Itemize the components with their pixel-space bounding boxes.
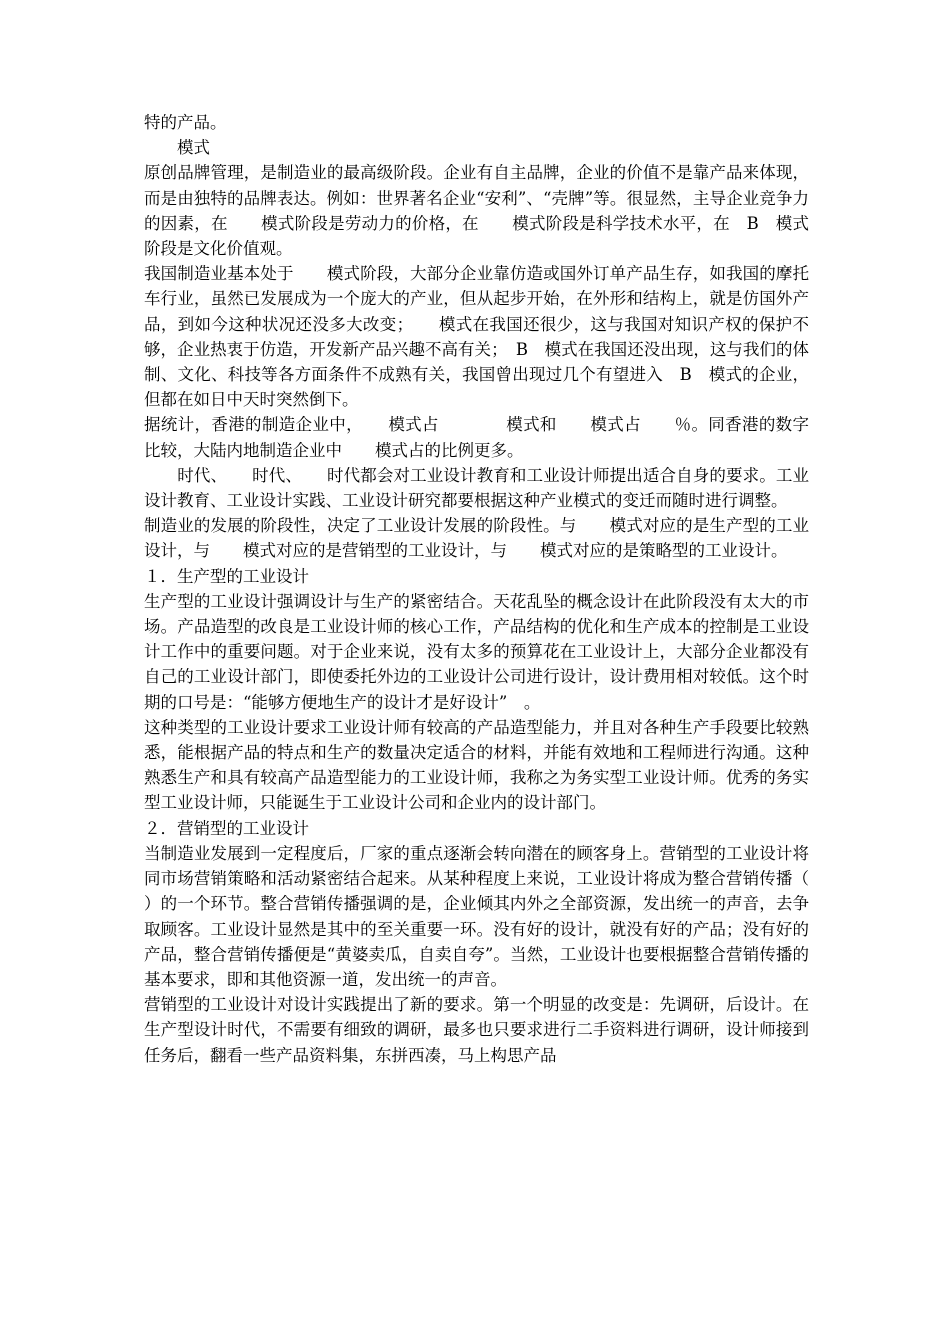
paragraph: 据统计，香港的制造企业中， 模式占 模式和 模式占 ％。同香港的数字比较，大陆内地制造企业中 模式占的比例更多。 (144, 415, 809, 460)
paragraph: 原创品牌管理，是制造业的最高级阶段。企业有自主品牌，企业的价值不是靠产品来体现，而是由独特的品牌表达。例如：世界著名企业“安利”、“壳牌”等。很显然，主导企业竞争力的因素，在 模式阶段是劳动力的价格，在 模式阶段是科学技术水平，在 B 模式阶段是文化价值观。 (144, 163, 809, 259)
paragraph: 当制造业发展到一定程度后，厂家的重点逐渐会转向潜在的顾客身上。营销型的工业设计将同市场营销策略和活动紧密结合起来。从某种程度上来说，工业设计将成为整合营销传播（ ）的一个环节。整合营销传播强调的是，企业倾其内外之全部资源，发出统一的声音，去争取顾客。工业设计显然是其中的至关重要一环。没有好的设计，就没有好的产品；没有好的产品，整合营销传播便是“黄婆卖瓜，自卖自夸”。当然，工业设计也要根据整合营销传播的基本要求，即和其他资源一道，发出统一的声音。 (144, 843, 842, 989)
paragraph: 特的产品。 (144, 113, 227, 132)
paragraph: 营销型的工业设计对设计实践提出了新的要求。第一个明显的改变是：先调研，后设计。在生产型设计时代，不需要有细致的调研，最多也只要求进行二手资料进行调研，设计师接到任务后，翻看一些产品资料集，东拼西凑，马上构思产品 (144, 995, 809, 1065)
section-heading-model: 模式 (144, 138, 210, 158)
paragraph: 生产型的工业设计强调设计与生产的紧密结合。天花乱坠的概念设计在此阶段没有太大的市场。产品造型的改良是工业设计师的核心工作，产品结构的优化和生产成本的控制是工业设计工作中的重要问题。对于企业来说，没有太多的预算花在工业设计上，大部分企业都没有自己的工业设计部门，即使委托外边的工业设计公司进行设计，设计费用相对较低。这个时期的口号是：“能够方便地生产的设计才是好设计” 。 (144, 591, 809, 712)
paragraph: 制造业的发展的阶段性，决定了工业设计发展的阶段性。与 模式对应的是生产型的工业设计，与 模式对应的是营销型的工业设计，与 模式对应的是策略型的工业设计。 (144, 516, 809, 561)
paragraph: 我国制造业基本处于 模式阶段，大部分企业靠仿造或国外订单产品生存，如我国的摩托车行业，虽然已发展成为一个庞大的产业，但从起步开始，在外形和结构上，就是仿国外产品，到如今这种状况还没多大改变； 模式在我国还很少，这与我国对知识产权的保护不够，企业热衷于仿造，开发新产品兴趣不高有关； B 模式在我国还没出现，这与我们的体制、文化、科技等各方面条件不成熟有关，我国曾出现过几个有望进入 B 模式的企业，但都在如日中天时突然倒下。 (144, 264, 809, 410)
paragraph: 时代、 时代、 时代都会对工业设计教育和工业设计师提出适合自身的要求。工业设计教育、工业设计实践、工业设计研究都要根据这种产业模式的变迁而随时进行调整。 (144, 465, 809, 511)
paragraph: 这种类型的工业设计要求工业设计师有较高的产品造型能力，并且对各种生产手段要比较熟悉，能根据产品的特点和生产的数量决定适合的材料，并能有效地和工程师进行沟通。这种熟悉生产和具有较高产品造型能力的工业设计师，我称之为务实型工业设计师。优秀的务实型工业设计师，只能诞生于工业设计公司和企业内的设计部门。 (144, 717, 809, 813)
document-page (144, 110, 842, 1068)
section-heading-production-design: １．生产型的工业设计 (144, 566, 309, 586)
section-heading-marketing-design: ２．营销型的工业设计 (144, 818, 309, 838)
